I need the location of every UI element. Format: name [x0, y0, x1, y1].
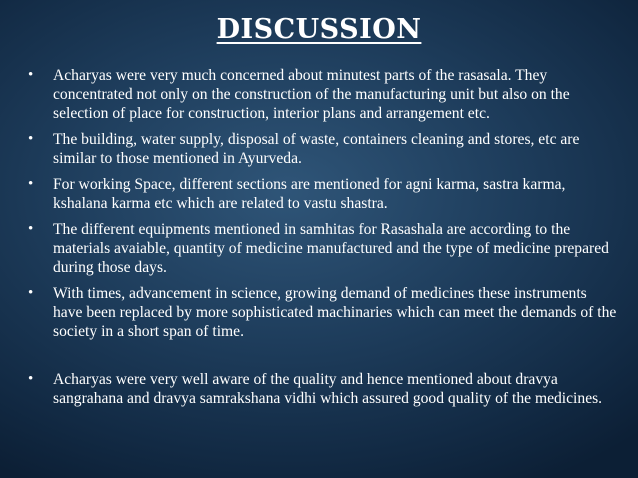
bullet-icon: • [28, 285, 34, 301]
bullet-item-1 [28, 66, 618, 123]
bullet-icon: • [28, 131, 34, 147]
bullet-text: Acharyas were very well aware of the quality and hence mentioned about dravya sangrahana and dravya samrakshana vidhi which assured good quality of the medicines. [53, 371, 603, 407]
bullet-text: For working Space, different sections are mentioned for agni karma, sastra karma, kshalana karma etc which are related to vastu shastra. [53, 176, 566, 212]
bullet-text: With times, advancement in science, growing demand of medicines these instruments have been replaced by more sophisticated machinaries which can meet the demands of the society in a short span of time. [53, 285, 617, 340]
slide-title: DISCUSSION [216, 14, 422, 45]
bullet-list [28, 66, 618, 415]
bullet-item-5 [28, 284, 618, 341]
bullet-text: The building, water supply, disposal of waste, containers cleaning and stores, etc are similar to those mentioned in Ayurveda. [53, 131, 580, 167]
bullet-item-2 [28, 130, 618, 168]
bullet-icon: • [28, 67, 34, 83]
bullet-icon: • [28, 221, 34, 237]
bullet-text: The different equipments mentioned in samhitas for Rasashala are according to the materials avaiable, quantity of medicine manufactured and the type of medicine prepared during those days. [53, 221, 609, 276]
bullet-text: Acharyas were very much concerned about minutest parts of the rasasala. They concentrated not only on the construction of the manufacturing unit but also on the selection of place for construction, interior plans and arrangement etc. [53, 67, 570, 122]
bullet-icon: • [28, 371, 34, 387]
bullet-item-6 [28, 370, 618, 408]
bullet-item-3 [28, 175, 618, 213]
bullet-icon: • [28, 176, 34, 192]
bullet-item-4 [28, 220, 618, 277]
